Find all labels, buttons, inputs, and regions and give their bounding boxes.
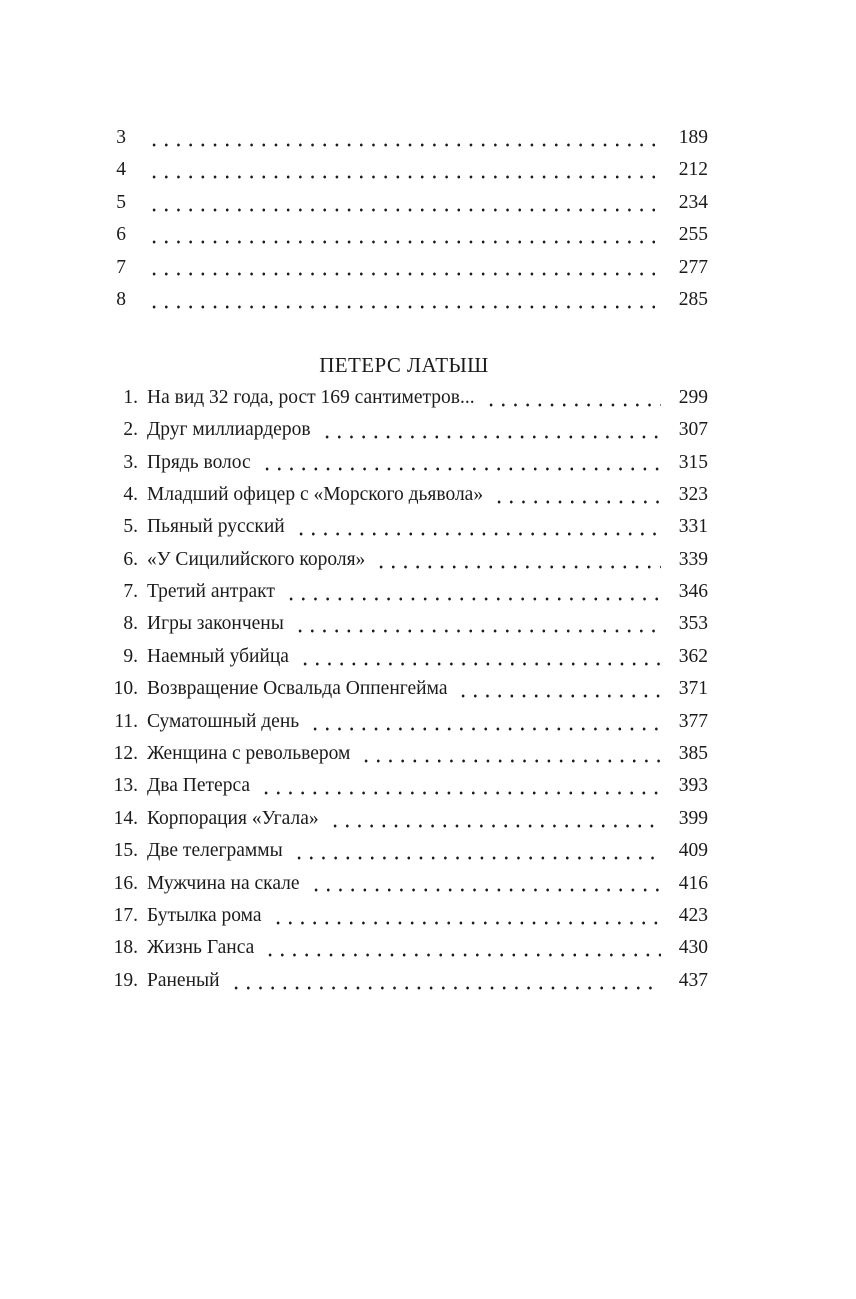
entry-number: 3 (116, 127, 126, 148)
toc-entry (100, 576, 708, 608)
dot-leader (262, 932, 661, 964)
entry-title: Игры закончены (147, 613, 284, 635)
toc-entry (100, 479, 708, 511)
dot-leader (146, 252, 661, 284)
entry-number: 17. (113, 904, 138, 926)
dot-leader (327, 803, 661, 835)
entry-page-number: 430 (678, 937, 708, 959)
entry-number: 4 (116, 159, 126, 181)
entry-page-number: 323 (678, 483, 708, 505)
entry-title: Жизнь Ганса (147, 937, 255, 959)
entry-page-number: 409 (678, 840, 708, 862)
toc-entry (100, 219, 708, 251)
dot-leader (319, 414, 661, 446)
entry-page-number: 331 (678, 516, 708, 538)
entry-title: Младший офицер с «Морского дьявола» (147, 483, 484, 505)
entry-page-number: 362 (678, 645, 708, 667)
entry-page-number: 339 (678, 548, 708, 570)
entry-title: Пьяный русский (147, 516, 285, 538)
toc-entry (100, 187, 708, 219)
entry-page-number: 437 (678, 969, 708, 991)
dot-leader (297, 641, 661, 673)
toc-entry (100, 382, 708, 414)
dot-leader (491, 479, 661, 511)
dot-leader (455, 673, 661, 705)
entry-page-number: 277 (678, 256, 708, 278)
entry-page-number: 234 (678, 191, 708, 213)
dot-leader (358, 738, 661, 770)
toc-entry (100, 900, 708, 932)
entry-number: 14. (113, 807, 138, 829)
toc-entry (100, 252, 708, 284)
dot-leader (483, 382, 661, 414)
entry-number: 5. (123, 516, 138, 538)
toc-entry (100, 965, 708, 997)
entry-number: 6. (123, 548, 138, 570)
section-entries (100, 122, 708, 316)
toc-entry (100, 414, 708, 446)
toc-entry (100, 544, 708, 576)
dot-leader (270, 900, 661, 932)
dot-leader (292, 608, 661, 640)
toc-section (100, 122, 708, 316)
entry-title: Бутылка рома (147, 904, 262, 926)
entry-page-number: 377 (678, 710, 708, 732)
entry-page-number: 212 (678, 159, 708, 181)
toc-entry (100, 122, 708, 154)
entry-title: Корпорация «Угала» (147, 807, 319, 829)
entry-page-number: 346 (678, 581, 708, 603)
entry-number: 18. (113, 937, 138, 959)
entry-number: 9. (123, 645, 138, 667)
toc-entry (100, 932, 708, 964)
entry-number: 8. (123, 613, 138, 635)
entry-number: 10. (113, 678, 138, 700)
entry-number: 7. (123, 581, 138, 603)
dot-leader (291, 835, 661, 867)
toc-entry (100, 770, 708, 802)
dot-leader (373, 544, 661, 576)
entry-title: На вид 32 года, рост 169 сантиметров... (147, 386, 475, 408)
entry-number: 6 (116, 224, 126, 246)
entry-number: 8 (116, 288, 126, 310)
dot-leader (146, 154, 661, 186)
entry-number: 7 (116, 256, 126, 278)
entry-page-number: 393 (678, 775, 708, 797)
entry-title: «У Сицилийского короля» (147, 548, 366, 570)
toc-entry (100, 511, 708, 543)
toc-entry (100, 447, 708, 479)
toc-entry (100, 608, 708, 640)
entry-page-number: 371 (678, 678, 708, 700)
entry-number: 5 (116, 191, 126, 213)
dot-leader (283, 576, 661, 608)
entry-page-number: 385 (678, 743, 708, 765)
entry-title: Возвращение Освальда Оппенгейма (147, 678, 448, 700)
entry-number: 16. (113, 872, 138, 894)
dot-leader (228, 965, 661, 997)
entry-number: 1. (123, 386, 138, 408)
entry-title: Суматошный день (147, 710, 300, 732)
entry-title: Мужчина на скале (147, 872, 300, 894)
entry-number: 15. (113, 840, 138, 862)
dot-leader (146, 187, 661, 219)
toc-section (100, 349, 708, 997)
dot-leader (146, 284, 661, 316)
entry-page-number: 299 (678, 386, 708, 408)
entry-number: 11. (114, 710, 138, 732)
entry-page-number: 285 (678, 288, 708, 310)
dot-leader (259, 447, 661, 479)
entry-page-number: 416 (678, 872, 708, 894)
dot-leader (293, 511, 661, 543)
entry-title: Женщина с револьвером (147, 743, 351, 765)
entry-number: 12. (113, 743, 138, 765)
toc-entry (100, 803, 708, 835)
toc-entry (100, 835, 708, 867)
section-heading: ПЕТЕРС ЛАТЫШ (319, 353, 489, 378)
toc-entry (100, 641, 708, 673)
section-entries (100, 382, 708, 997)
toc-entry (100, 154, 708, 186)
toc-entry (100, 673, 708, 705)
entry-title: Третий антракт (147, 581, 275, 603)
entry-number: 13. (113, 775, 138, 797)
entry-page-number: 307 (678, 419, 708, 441)
toc-entry (100, 868, 708, 900)
entry-title: Раненый (147, 969, 220, 991)
toc-entry (100, 738, 708, 770)
entry-page-number: 353 (678, 613, 708, 635)
entry-number: 2. (123, 419, 138, 441)
dot-leader (258, 770, 661, 802)
dot-leader (146, 219, 661, 251)
entry-page-number: 189 (678, 127, 708, 148)
entry-page-number: 423 (678, 904, 708, 926)
entry-number: 4. (123, 483, 138, 505)
entry-page-number: 399 (678, 807, 708, 829)
entry-title: Друг миллиардеров (147, 419, 311, 441)
dot-leader (308, 868, 661, 900)
entry-number: 19. (113, 969, 138, 991)
entry-page-number: 255 (678, 224, 708, 246)
entry-number: 3. (123, 451, 138, 473)
toc-entry (100, 706, 708, 738)
entry-page-number: 315 (678, 451, 708, 473)
dot-leader (307, 706, 661, 738)
dot-leader (146, 122, 661, 154)
entry-title: Прядь волос (147, 451, 251, 473)
toc-entry (100, 284, 708, 316)
entry-title: Два Петерса (147, 775, 250, 797)
entry-title: Наемный убийца (147, 645, 289, 667)
entry-title: Две телеграммы (147, 840, 283, 862)
